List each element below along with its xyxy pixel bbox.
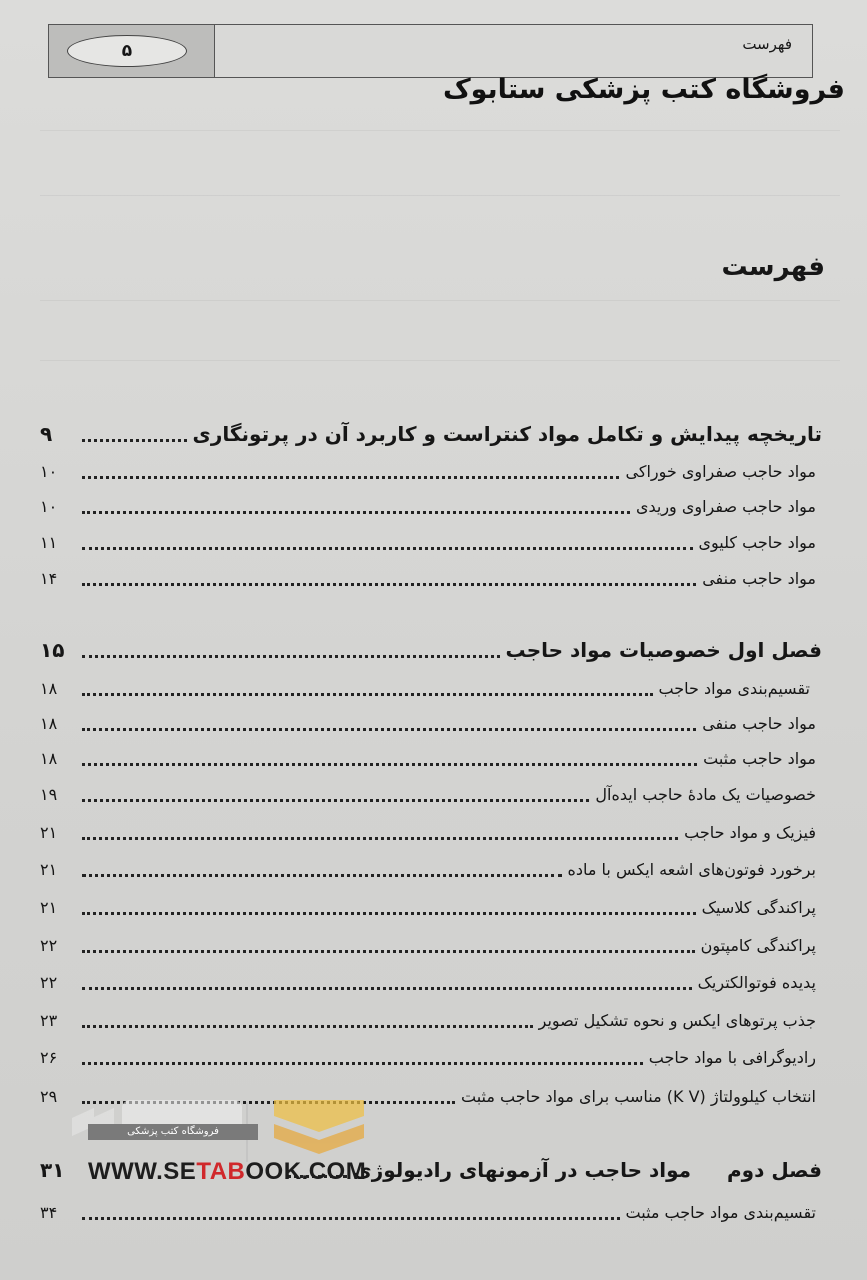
toc-entry-page: ۲۱ [40, 859, 58, 879]
toc-entry [40, 929, 822, 961]
toc-entry-page: ۱۸ [40, 713, 58, 733]
toc-entry-title: برخورد فوتون‌های اشعه ایکس با ماده [567, 859, 816, 879]
page-number: ۵ [67, 35, 187, 67]
dot-leader [82, 439, 187, 442]
toc-entry-page: ۱۹ [40, 784, 58, 804]
dot-leader [82, 583, 696, 586]
toc-entry-page: ۲۲ [40, 972, 58, 992]
toc-entry-title: مواد حاجب منفی [702, 713, 816, 733]
toc-entry-title: تقسیم‌بندی مواد حاجب [658, 678, 810, 698]
toc-entry-history [40, 418, 822, 450]
toc-entry-page: ۲۲ [40, 935, 58, 955]
toc-entry-page: ۱۴ [40, 568, 58, 588]
toc-entry-page: ۱۸ [40, 678, 58, 698]
toc-entry-page: ۲۶ [40, 1047, 58, 1067]
toc-entry-page: ۲۹ [40, 1086, 58, 1106]
toc-entry-page: ۲۳ [40, 1010, 58, 1030]
toc-entry [40, 966, 822, 998]
toc-entry-title: خصوصیات یک مادهٔ حاجب ایده‌آل [595, 784, 816, 804]
toc-entry-page: ۹ [40, 422, 53, 446]
dot-leader [82, 1062, 643, 1065]
toc-entry-page: ۲۱ [40, 897, 58, 917]
toc-entry-title: تاریخچه پیدایش و تکامل مواد کنتراست و کاربرد آن در پرتونگاری [192, 422, 822, 446]
toc-entry [40, 853, 822, 885]
toc-entry [40, 1004, 822, 1036]
toc-entry [40, 1041, 822, 1073]
dot-leader [82, 912, 696, 915]
toc-entry [40, 562, 822, 594]
dot-leader [82, 1217, 620, 1220]
toc-entry-title: مواد حاجب صفراوی خوراکی [625, 461, 816, 481]
dot-leader [82, 693, 653, 696]
toc-entry [40, 707, 822, 739]
header-shade [49, 25, 215, 77]
toc-entry-page: ۱۰ [40, 496, 58, 516]
toc-entry-title: تقسیم‌بندی مواد حاجب مثبت [625, 1202, 816, 1222]
toc-entry-page: ۳۱ [40, 1158, 65, 1182]
toc-entry [40, 526, 822, 558]
toc-entry [40, 455, 822, 487]
toc-entry-page: ۲۱ [40, 822, 58, 842]
toc-entry-title: انتخاب کیلوولتاژ (K V) مناسب برای مواد حاجب مثبت [460, 1086, 816, 1106]
toc-entry-page: ۱۰ [40, 461, 58, 481]
toc-entry-page: ۱۵ [40, 638, 65, 662]
toc-entry [40, 742, 822, 774]
toc-entry-title: رادیوگرافی با مواد حاجب [648, 1047, 816, 1067]
toc-entry [40, 672, 822, 704]
toc-entry-title: مواد حاجب مثبت [703, 748, 816, 768]
toc-entry-page: ۱۱ [40, 532, 58, 552]
dot-leader [82, 763, 697, 766]
toc-entry-page: ۳۴ [40, 1202, 58, 1222]
dot-leader [82, 655, 500, 658]
toc-entry-title: پراکندگی کامپتون [700, 935, 816, 955]
toc-entry [40, 1196, 822, 1228]
toc-entry-title: مواد حاجب کلیوی [698, 532, 816, 552]
dot-leader [82, 837, 678, 840]
dot-leader [82, 987, 692, 990]
dot-leader [82, 547, 693, 550]
toc-entry-title: مواد حاجب در آزمونهای رادیولوژی [353, 1158, 692, 1182]
dot-leader [82, 874, 562, 877]
toc-entry-title: پدیده فوتوالکتریک [697, 972, 816, 992]
watermark-subtitle: فروشگاه کتب پزشکی [88, 1124, 258, 1140]
toc-entry-chapter-1 [40, 634, 822, 666]
dot-leader [82, 799, 589, 802]
toc-entry-page: ۱۸ [40, 748, 58, 768]
toc-entry-title: مواد حاجب منفی [702, 568, 816, 588]
store-banner: فروشگاه کتب پزشکی ستابوک [442, 74, 845, 105]
header-title: فهرست [742, 35, 792, 53]
dot-leader [82, 1025, 533, 1028]
toc-entry [40, 778, 822, 810]
toc-entry-title: مواد حاجب صفراوی وریدی [635, 496, 816, 516]
toc-entry-title: جذب پرتوهای ایکس و نحوه تشکیل تصویر [538, 1010, 816, 1030]
page-header [48, 24, 813, 78]
dot-leader [82, 950, 695, 953]
dot-leader [82, 476, 619, 479]
toc-entry [40, 490, 822, 522]
toc-entry [40, 816, 822, 848]
toc-heading: فهرست [721, 252, 825, 282]
chapter-label: فصل دوم [727, 1158, 822, 1182]
toc-entry-title: فصل اول خصوصیات مواد حاجب [505, 638, 822, 662]
toc-entry-title: فیزیک و مواد حاجب [684, 822, 816, 842]
toc-entry-title: پراکندگی کلاسیک [701, 897, 816, 917]
watermark-url: WWW.SETABOOK.COM [88, 1158, 367, 1185]
dot-leader [82, 511, 630, 514]
toc-entry [40, 891, 822, 923]
dot-leader [82, 728, 696, 731]
